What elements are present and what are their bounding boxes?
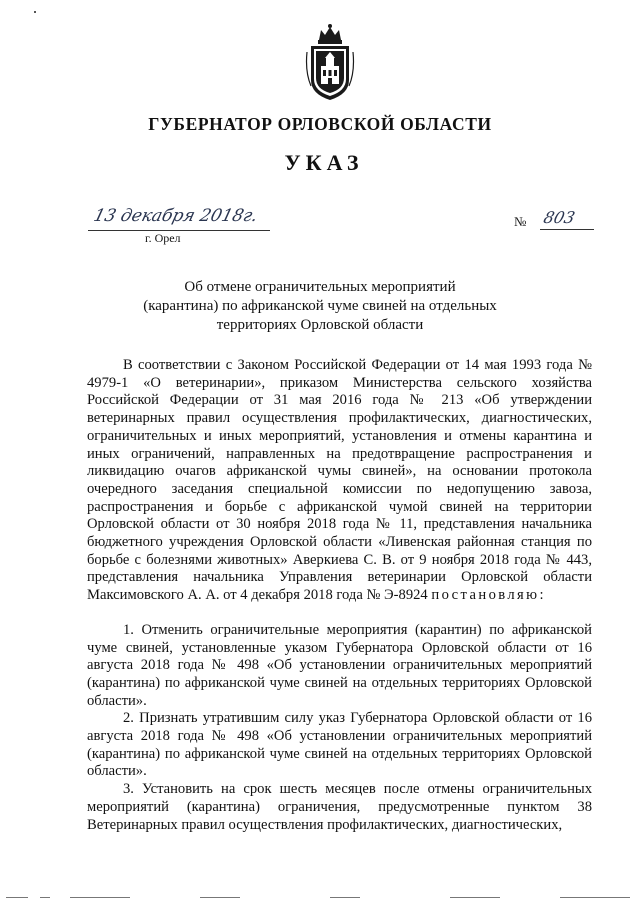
scan-speck <box>34 11 36 13</box>
scan-edge-marks <box>0 897 640 899</box>
number-underline <box>540 229 594 230</box>
scan-mark <box>70 897 130 898</box>
scan-mark <box>6 897 28 898</box>
preamble-paragraph <box>87 357 592 605</box>
handwritten-date: 13 декабря 2018г. <box>91 206 260 226</box>
handwritten-number: 803 <box>541 208 577 227</box>
subject-line-3: территориях Орловской области <box>216 317 424 333</box>
item-1-paragraph: 1. Отменить ограничительные мероприятия (карантин) по африканской чуме свиней, установленные указом Губернатора Орловской области от 16 августа 2018 года № 498 «Об установлении ограничительных мероприятий (карантина) по африканской чуме свиней на отдельных территориях Орловской области». <box>87 621 592 709</box>
number-sign: № <box>514 214 527 229</box>
decree-subject <box>120 278 520 335</box>
scan-mark <box>40 897 50 898</box>
coat-of-arms-icon <box>305 22 355 102</box>
issuer-title: ГУБЕРНАТОР ОРЛОВСКОЙ ОБЛАСТИ <box>148 114 492 134</box>
subject-line-2: (карантина) по африканской чуме свиней на отдельных <box>143 298 497 314</box>
number-field <box>514 208 594 230</box>
scan-mark <box>330 897 360 898</box>
item-2-paragraph: 2. Признать утратившим силу указ Губернатора Орловской области от 16 августа 2018 года № 498 «Об установлении ограничительных мероприятий (карантина) по африканской чуме свиней на отдельных территориях Орловской области». <box>87 710 592 780</box>
decree-body <box>87 357 592 834</box>
city-label: г. Орел <box>145 231 181 245</box>
scan-mark <box>200 897 240 898</box>
date-field <box>88 208 270 231</box>
decree-keyword: постановляю: <box>431 587 546 604</box>
preamble-text: В соответствии с Законом Российской Федерации от 14 мая 1993 года № 4979-1 «О ветеринарии», приказом Министерства сельского хозяйства Российской Федерации от 31 мая 2016 года № 213 «Об утверждении ветеринарных правил осуществления профилактических, диагностических, ограничительных и иных мероприятий, установления и отмены карантина и иных ограничений, направленных на предотвращение распространения и ликвидацию очагов африканской чумы свиней», на основании протокола очередного заседания специальной комиссии по недопущению завоза, распространения и борьбе с африканской чумой свиней на территории Орловской области от 30 ноября 2018 года № 11, представления начальника бюджетного учреждения Орловской области «Ливенская районная станция по борьбе с болезнями животных» Аверкиева С. В. от 9 ноября 2018 года № 443, представления начальника Управления ветеринарии Орловской области Максимовского А. А. от 4 декабря 2018 года № Э-8924 <box>87 357 592 604</box>
document-type-title: УКАЗ <box>284 150 364 175</box>
subject-line-1: Об отмене ограничительных мероприятий <box>184 279 456 295</box>
scan-mark <box>560 897 630 898</box>
item-3-paragraph: 3. Установить на срок шесть месяцев после отмены ограничительных мероприятий (карантина) ограничения, предусмотренные пунктом 38 Ветеринарных правил осуществления профилактических, диагностических, <box>87 781 592 833</box>
scan-mark <box>450 897 500 898</box>
